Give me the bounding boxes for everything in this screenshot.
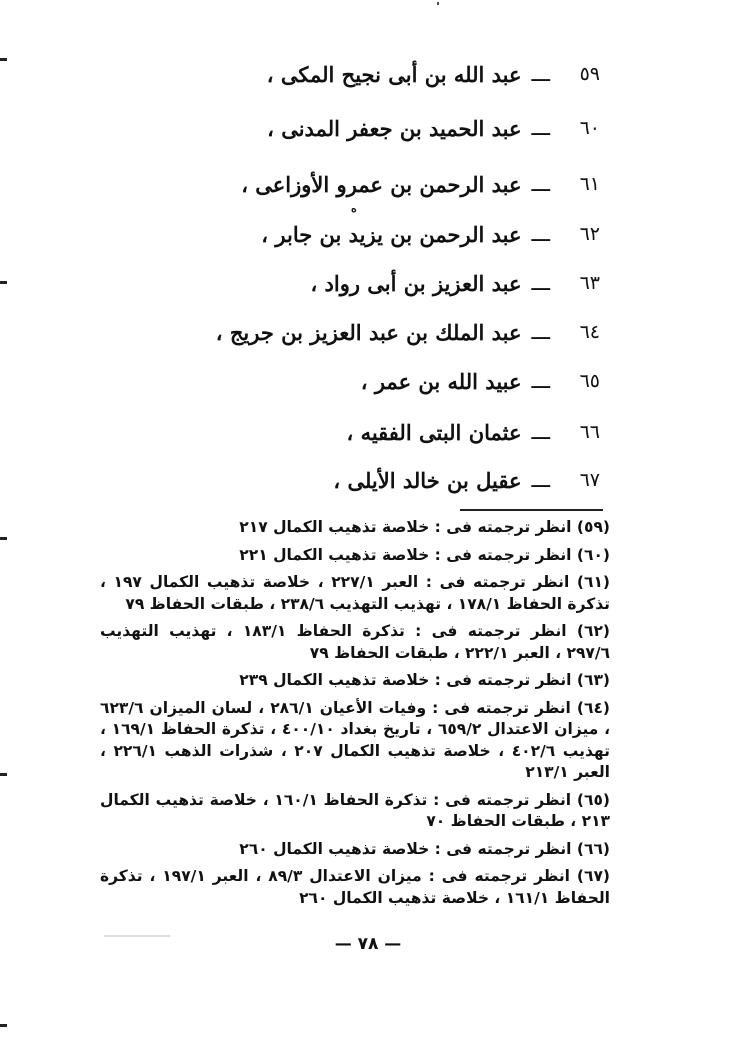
entry-name: عبد الحميد بن جعفر المدنى ، — [267, 115, 522, 141]
list-item — [361, 364, 600, 398]
list-item — [333, 463, 600, 497]
entry-name: عقيل بن خالد الأيلى ، — [333, 467, 522, 493]
entry-number: ٦١ — [579, 173, 600, 195]
list-item — [267, 111, 600, 145]
footnote: (٥٩) انظر ترجمته فى : خلاصة تذهيب الكمال ٢١٧ — [239, 518, 610, 536]
entry-number: ٥٩ — [579, 63, 600, 85]
list-item — [310, 266, 600, 300]
footnote: (٦٣) انظر ترجمته فى : خلاصة تذهيب الكمال ٢٣٩ — [239, 671, 610, 689]
entry-name: عثمان البتى الفقيه ، — [346, 419, 522, 445]
footnote: (٦٦) انظر ترجمته فى : خلاصة تذهيب الكمال ٢٦٠ — [239, 839, 610, 858]
entry-number: ٦٠ — [579, 117, 600, 139]
entry-dash: ـــ — [531, 62, 550, 86]
stray-mark: ه — [351, 202, 357, 215]
entry-name: عبد الرحمن بن يزيد بن جابر ، — [261, 221, 522, 247]
footnote: (٦٥) انظر ترجمته فى : تذكرة الحفاظ ١٦٠/١ ، خلاصة تذهيب الكمال ٢١٣ ، طبقات الحفاظ ٧٠ — [100, 790, 610, 830]
list-item — [241, 167, 600, 201]
footnote-divider — [460, 509, 603, 511]
scan-edge-mark — [0, 1024, 7, 1027]
entry-number: ٦٤ — [579, 321, 600, 343]
scan-edge-mark — [0, 537, 7, 540]
entry-dash: ـــ — [531, 116, 550, 140]
entry-dash: ـــ — [531, 320, 550, 344]
entry-name: عبيد الله بن عمر ، — [360, 368, 522, 394]
page-number: — ٧٨ — — [334, 934, 402, 954]
entry-dash: ـــ — [531, 369, 550, 393]
entry-number: ٦٦ — [579, 421, 600, 443]
footnote: (٦٧) انظر ترجمته فى : ميزان الاعتدال ٨٩/٣ ، العبر ١٩٧/١ ، تذكرة الحفاظ ١٦١/١ ، خلاصة تذهيب الكمال ٢٦٠ — [100, 867, 610, 907]
footnote: (٦٤) انظر ترجمته فى : وفيات الأعيان ٢٨٦/١ ، لسان الميزان ٦٢٣/٦ ، ميزان الاعتدال ٦٥٩/٢ ، تاريخ بغداد ٤٠٠/١٠ ، تذكرة الحفاظ ١٦٩/١ ، تهذيب ٤٠٢/٦ ، خلاصة تذهيب الكمال ٢٠٧ ، شذرات الذهب ٢٢٦/١ ، العبر ٢١٣/١ — [100, 698, 610, 781]
entry-dash: ـــ — [531, 420, 550, 444]
footnote: (٦٠) انظر ترجمته فى : خلاصة تذهيب الكمال ٢٢١ — [239, 545, 610, 564]
entry-name: عبد الملك بن عبد العزيز بن جريج ، — [215, 319, 522, 345]
list-item — [216, 315, 600, 349]
entry-number: ٦٥ — [579, 370, 600, 392]
scan-smudge — [104, 935, 170, 937]
entry-number: ٦٧ — [579, 469, 600, 491]
entry-dash: ـــ — [531, 271, 550, 295]
list-item — [267, 57, 600, 91]
scan-edge-mark — [0, 773, 7, 776]
entry-number: ٦٢ — [579, 223, 600, 245]
entry-number: ٦٣ — [579, 272, 600, 294]
entry-dash: ـــ — [531, 468, 550, 492]
scan-speck — [437, 2, 439, 5]
list-item — [261, 217, 600, 251]
entry-name: عبد الله بن أبى نجيح المكى ، — [266, 61, 522, 87]
list-item — [347, 415, 601, 449]
footnote: (٦٢) انظر ترجمته فى : تذكرة الحفاظ ١٨٣/١ ، تهذيب التهذيب ٢٩٧/٦ ، العبر ٢٢٢/١ ، طبقات الحفاظ ٧٩ — [100, 622, 610, 662]
entry-dash: ـــ — [531, 172, 550, 196]
footnotes — [100, 517, 610, 915]
scan-edge-mark — [0, 58, 7, 61]
footnote: (٦١) انظر ترجمته فى : العبر ٢٢٧/١ ، خلاصة تذهيب الكمال ١٩٧ ، تذكرة الحفاظ ١٧٨/١ ، تهذيب التهذيب ٢٣٨/٦ ، طبقات الحفاظ ٧٩ — [100, 573, 610, 613]
entry-dash: ـــ — [531, 222, 550, 246]
scan-edge-mark — [0, 281, 7, 284]
entry-name: عبد العزيز بن أبى رواد ، — [310, 270, 522, 296]
entry-name: عبد الرحمن بن عمرو الأوزاعى ، — [241, 171, 522, 197]
